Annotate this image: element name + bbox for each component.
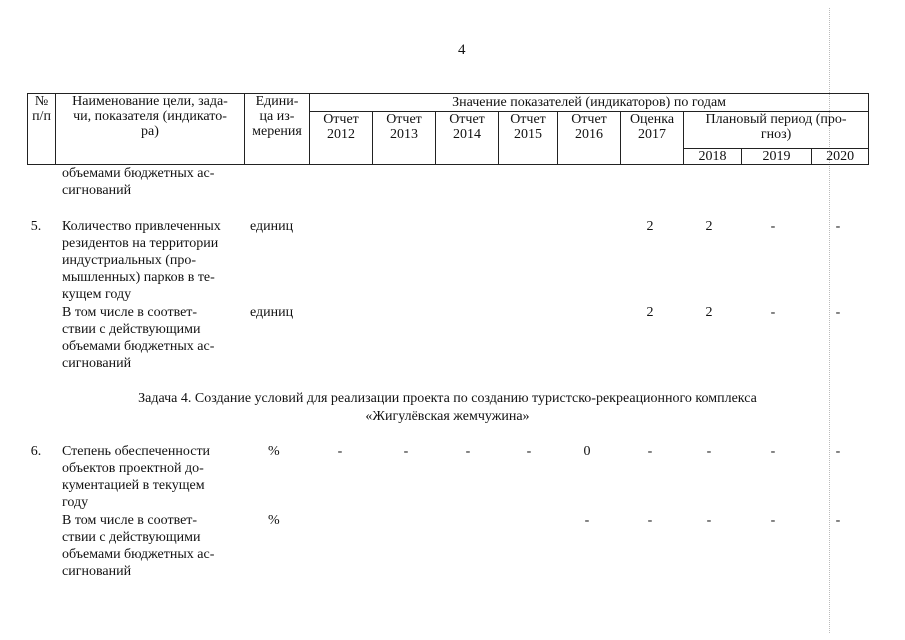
row-5-sub-value-2018: 2 [705,305,713,320]
row-5-value-2019: - [770,219,776,234]
header-plan-2018: 2018 [684,149,742,165]
row-6-sub-value-2016: - [584,513,590,528]
header-plan-2019: 2019 [742,149,812,165]
row-6-name: Степень обеспеченности объектов проектной до- кументацией в текущем году [62,444,211,510]
row-5-sub-value-2020: - [835,305,841,320]
header-col-number: № п/п [28,94,56,165]
task-4-heading: Задача 4. Создание условий для реализации проекта по созданию туристско-рекреационного комплекса «Жигулёвская жемчужина» [138,391,757,424]
row-6-number: 6. [30,444,42,459]
row-6-sub-value-2017: - [647,513,653,528]
indicator-table-header [27,93,869,165]
header-year-2013: Отчет 2013 [373,112,436,165]
row-continued-text: объемами бюджетных ас- сигнований [62,166,215,198]
row-5-value-2017: 2 [646,219,654,234]
header-year-2014: Отчет 2014 [436,112,499,165]
row-5-value-2020: - [835,219,841,234]
header-year-2012: Отчет 2012 [310,112,373,165]
row-6-value-2016: 0 [583,444,591,459]
row-6-value-2013: - [403,444,409,459]
row-6-value-2017: - [647,444,653,459]
row-6-sub-unit: % [268,513,280,528]
row-5-sub-value-2019: - [770,305,776,320]
header-group-title: Значение показателей (индикаторов) по годам [310,94,869,112]
row-6-unit: % [268,444,280,459]
row-5-value-2018: 2 [705,219,713,234]
row-6-sub-value-2019: - [770,513,776,528]
header-plan-period: Плановый период (про- гноз) [684,112,869,149]
row-6-value-2014: - [465,444,471,459]
row-6-sub-value-2018: - [706,513,712,528]
header-col-name: Наименование цели, зада- чи, показателя (индикато- ра) [56,94,245,165]
row-5-name: Количество привлеченных резидентов на территории индустриальных (про- мышленных) парков в те- кущем году [62,219,221,302]
header-plan-2020: 2020 [812,149,869,165]
header-year-2016: Отчет 2016 [558,112,621,165]
row-5-sub-name: В том числе в соответ- ствии с действующими объемами бюджетных ас- сигнований [62,305,215,371]
row-5-sub-unit: единиц [250,305,294,320]
row-5-number: 5. [30,219,42,234]
row-6-value-2019: - [770,444,776,459]
row-6-sub-name: В том числе в соответ- ствии с действующими объемами бюджетных ас- сигнований [62,513,215,579]
row-5-unit: единиц [250,219,294,234]
page-number: 4 [458,42,466,58]
row-6-value-2015: - [526,444,532,459]
row-6-sub-value-2020: - [835,513,841,528]
header-col-unit: Едини- ца из- мерения [245,94,310,165]
row-6-value-2018: - [706,444,712,459]
row-6-value-2020: - [835,444,841,459]
header-year-2015: Отчет 2015 [499,112,558,165]
row-6-value-2012: - [337,444,343,459]
row-5-sub-value-2017: 2 [646,305,654,320]
header-year-2017: Оценка 2017 [621,112,684,165]
